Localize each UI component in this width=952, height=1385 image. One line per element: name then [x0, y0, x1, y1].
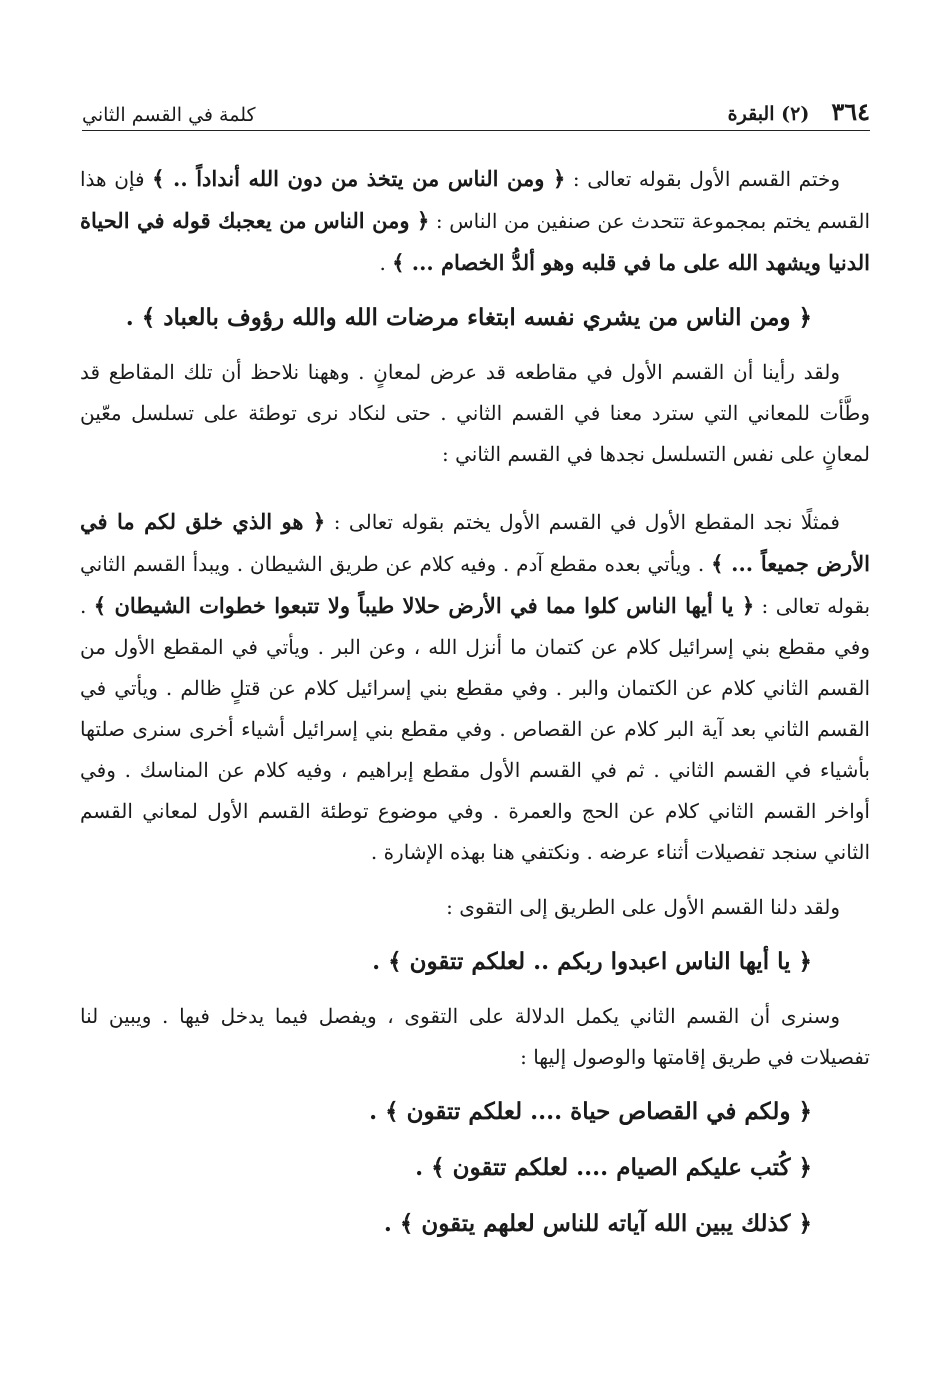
- verse-block-c: [80, 1084, 870, 1252]
- paragraph-3-text-b: . ويأتي بعده مقطع آدم . وفيه كلام عن طريق الشيطان . ويبدأ القسم الثاني بقوله تعالى :: [80, 552, 871, 618]
- surah-label: (٢) البقرة: [727, 103, 810, 125]
- page-body: [80, 158, 870, 1258]
- verse-line: ﴿ ومن الناس من يشري نفسه ابتغاء مرضات الله والله رؤوف بالعباد ﴾ .: [125, 304, 812, 331]
- paragraph-3: [80, 501, 870, 873]
- verse-line: ﴿ كُتب عليكم الصيام .... لعلكم تتقون ﴾ .: [415, 1154, 812, 1181]
- quran-quote: ﴿ هو الذي خلق لكم ما في الأرض جميعاً ... ﴾: [80, 509, 871, 576]
- verse-line: ﴿ ولكم في القصاص حياة .... لعلكم تتقون ﴾ .: [369, 1098, 812, 1125]
- paragraph-2: ولقد رأينا أن القسم الأول في مقاطعه قد عرض لمعانٍ . وههنا نلاحظ أن تلك المقاطع قد وطَّأت للمعاني التي سترد معنا في القسم الثاني . حتى لنكاد نرى توطئة على تسلسل معّين لمعانٍ على نفس التسلسل نجدها في القسم الثاني :: [80, 360, 870, 466]
- header-right-group: [728, 97, 870, 130]
- paragraph-5: وسنرى أن القسم الثاني يكمل الدلالة على التقوى ، ويفصل فيما يدخل فيها . ويبين لنا تفصيلات في طريق إقامتها والوصول إليها :: [80, 1004, 870, 1069]
- verse-line: ﴿ كذلك يبين الله آياته للناس لعلهم يتقون ﴾ .: [383, 1210, 812, 1237]
- running-header: [82, 96, 870, 131]
- paragraph-3-text-c: . وفي مقطع بني إسرائيل كلام عن كتمان ما أنزل الله ، وعن البر . ويأتي في المقطع الأول من القسم الثاني كلام عن الكتمان والبر . وفي مقطع بني إسرائيل كلام عن قتلٍ ظالم . ويأتي في القسم الثاني بعد آية البر كلام عن القصاص . وفي مقطع بني إسرائيل أشياء أخرى سنرى صلتها بأشياء في القسم الثاني . ثم في القسم الأول مقطع إبراهيم ، وفيه كلام عن المناسك . وفي أواخر القسم الثاني كلام عن الحج والعمرة . وفي موضوع توطئة القسم الأول لمعاني القسم الثاني سنجد تفصيلات أثناء عرضه . ونكتفي هنا بهذه الإشارة .: [80, 594, 870, 864]
- paragraph-1-text-b: فإن هذا القسم يختم بمجموعة تتحدث عن صنفين من الناس :: [80, 167, 870, 233]
- verse-block-a: [80, 290, 870, 346]
- quran-quote: ﴿ ومن الناس من يتخذ من دون الله أنداداً .. ﴾: [152, 166, 566, 191]
- quran-quote: ﴿ يا أيها الناس كلوا مما في الأرض حلالا طيباً ولا تتبعوا خطوات الشيطان ﴾: [93, 593, 755, 618]
- paragraph-1-text-a: وختم القسم الأول بقوله تعالى :: [565, 167, 840, 191]
- quran-quote: ﴿ ومن الناس من يعجبك قوله في الحياة الدنيا ويشهد الله على ما في قلبه وهو ألدُّ الخصام ... ﴾: [80, 208, 870, 275]
- paragraph-4: ولقد دلنا القسم الأول على الطريق إلى التقوى :: [446, 895, 840, 919]
- page-number: ٣٦٤: [831, 97, 870, 126]
- paragraph-1-text-c: .: [379, 251, 393, 275]
- section-title: كلمة في القسم الثاني: [82, 104, 256, 126]
- paragraph-3-text-a: فمثلًا نجد المقطع الأول في القسم الأول يختم بقوله تعالى :: [325, 510, 840, 534]
- verse-block-b: [80, 934, 870, 990]
- paragraph-1: [80, 158, 870, 284]
- verse-line: ﴿ يا أيها الناس اعبدوا ربكم .. لعلكم تتقون ﴾ .: [372, 948, 812, 975]
